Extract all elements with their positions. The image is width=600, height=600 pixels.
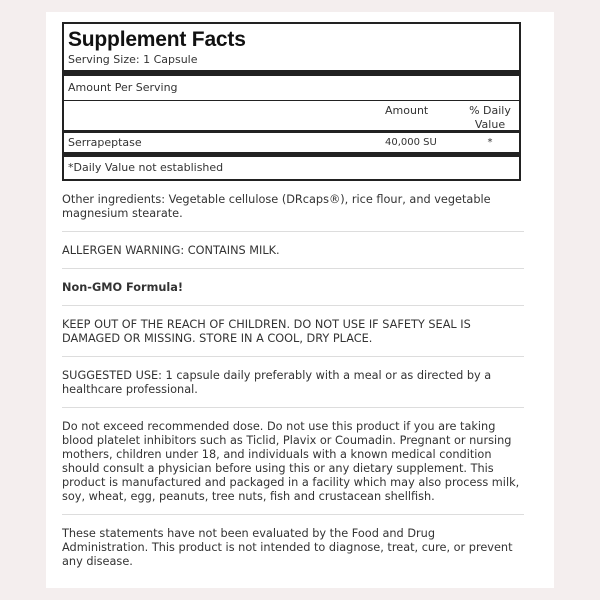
fda-disclaimer-text: These statements have not been evaluated by the Food and Drug Administration. This product is not intended to diagnose, treat, cure, or prevent any disease. bbox=[62, 527, 513, 568]
facts-footnote: *Daily Value not established bbox=[68, 161, 224, 174]
storage-warning-text: KEEP OUT OF THE REACH OF CHILDREN. DO NOT USE IF SAFETY SEAL IS DAMAGED OR MISSING. STORE IN A COOL, DRY PLACE. bbox=[62, 306, 524, 357]
ingredient-daily-value: * bbox=[487, 137, 493, 148]
ingredient-amount: 40,000 SU bbox=[385, 137, 437, 148]
column-daily-value-label bbox=[465, 104, 515, 131]
ingredient-name: Serrapeptase bbox=[68, 136, 142, 149]
supplement-facts-panel bbox=[62, 22, 521, 181]
non-gmo-text: Non-GMO Formula! bbox=[62, 269, 524, 306]
column-amount-label: Amount bbox=[385, 104, 429, 117]
dosage-warning-text: Do not exceed recommended dose. Do not use this product if you are taking blood platelet inhibitors such as Ticlid, Plavix or Coumadin. Pregnant or nursing mothers, children under 18, and individuals with a known medical condition should consult a physician before using this or any dietary supplement. This product is manufactured and packaged in a facility which may also process milk, soy, wheat, egg, peanuts, tree nuts, fish and crustacean shellfish. bbox=[62, 408, 524, 515]
facts-header bbox=[64, 24, 519, 76]
amount-per-serving: Amount Per Serving bbox=[64, 76, 519, 101]
facts-title: Supplement Facts bbox=[68, 28, 246, 51]
allergen-warning-text: ALLERGEN WARNING: CONTAINS MILK. bbox=[62, 232, 524, 269]
suggested-use-text: SUGGESTED USE: 1 capsule daily preferably with a meal or as directed by a healthcare professional. bbox=[62, 357, 524, 408]
facts-column-header bbox=[64, 101, 519, 133]
serving-size: Serving Size: 1 Capsule bbox=[68, 53, 198, 66]
daily-value-label-line1: % Daily bbox=[469, 104, 511, 117]
other-ingredients-text: Other ingredients: Vegetable cellulose (DRcaps®), rice flour, and vegetable magnesium stearate. bbox=[62, 181, 524, 232]
daily-value-label-line2: Value bbox=[474, 118, 506, 131]
ingredient-row bbox=[64, 133, 519, 157]
product-label-sheet bbox=[46, 12, 554, 588]
